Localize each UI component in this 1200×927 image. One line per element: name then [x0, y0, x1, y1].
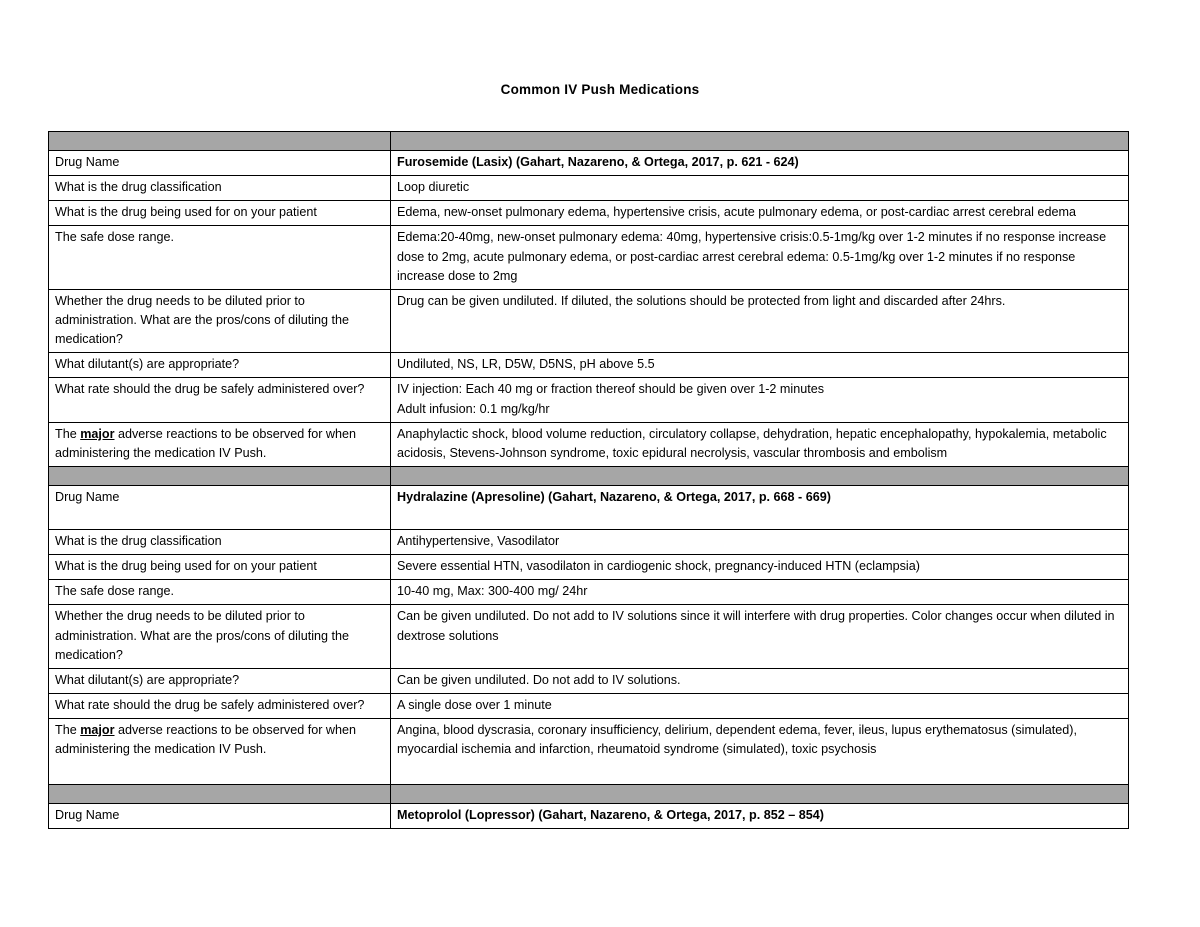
answer-adverse-furosemide: Anaphylactic shock, blood volume reduction, circulatory collapse, dehydration, hepatic encephalopathy, hypokalemia, metabolic acidosis, Stevens-Johnson syndrome, toxic epidural necrolysis, vascular thrombosis and embolism [391, 422, 1129, 466]
table-row [49, 719, 1129, 785]
question-classification: What is the drug classification [49, 176, 391, 201]
answer-diluents-furosemide: Undiluted, NS, LR, D5W, D5NS, pH above 5.5 [391, 353, 1129, 378]
section-spacer-row [49, 132, 1129, 151]
answer-classification-furosemide: Loop diuretic [391, 176, 1129, 201]
answer-dose-range-hydralazine: 10-40 mg, Max: 300-400 mg/ 24hr [391, 580, 1129, 605]
spacer-cell-right [391, 785, 1129, 804]
spacer-cell-left [49, 466, 391, 485]
adverse-emphasis: major [80, 426, 115, 441]
table-row [49, 804, 1129, 829]
medications-table-wrapper [48, 131, 1128, 829]
question-diluents: What dilutant(s) are appropriate? [49, 668, 391, 693]
spacer-cell-right [391, 132, 1129, 151]
table-row [49, 605, 1129, 668]
table-row [49, 693, 1129, 718]
answer-rate-line2: Adult infusion: 0.1 mg/kg/hr [397, 401, 550, 416]
medications-table [48, 131, 1129, 829]
question-dilution: Whether the drug needs to be diluted prior to administration. What are the pros/cons of diluting the medication? [49, 605, 391, 668]
question-dose-range: The safe dose range. [49, 226, 391, 289]
question-drug-name: Drug Name [49, 804, 391, 829]
question-adverse-reactions [49, 422, 391, 466]
question-adverse-reactions [49, 719, 391, 785]
table-row [49, 353, 1129, 378]
adverse-emphasis: major [80, 723, 115, 738]
table-row [49, 555, 1129, 580]
answer-drug-name-hydralazine: Hydralazine (Apresoline) (Gahart, Nazareno, & Ortega, 2017, p. 668 - 669) [391, 485, 1129, 529]
table-row [49, 668, 1129, 693]
question-indication: What is the drug being used for on your patient [49, 555, 391, 580]
table-row [49, 289, 1129, 352]
table-row [49, 176, 1129, 201]
adverse-prefix: The [55, 723, 81, 738]
adverse-suffix: adverse reactions to be observed for when administering the medication IV Push. [55, 426, 357, 460]
spacer-cell-right [391, 466, 1129, 485]
answer-dilution-hydralazine: Can be given undiluted. Do not add to IV solutions since it will interfere with drug properties. Color changes occur when diluted in dextrose solutions [391, 605, 1129, 668]
question-rate: What rate should the drug be safely administered over? [49, 378, 391, 422]
table-row [49, 580, 1129, 605]
answer-dose-range-furosemide: Edema:20-40mg, new-onset pulmonary edema: 40mg, hypertensive crisis:0.5-1mg/kg over 1-2 minutes if no response increase dose to 2mg, acute pulmonary edema, or post-cardiac arrest cerebral edema: 0.5-1mg/kg over 1-2 minutes if no response increase dose to 2mg [391, 226, 1129, 289]
spacer-cell-left [49, 785, 391, 804]
table-row [49, 201, 1129, 226]
answer-indication-hydralazine: Severe essential HTN, vasodilaton in cardiogenic shock, pregnancy-induced HTN (eclampsia) [391, 555, 1129, 580]
question-drug-name: Drug Name [49, 151, 391, 176]
question-rate: What rate should the drug be safely administered over? [49, 693, 391, 718]
answer-drug-name-furosemide: Furosemide (Lasix) (Gahart, Nazareno, & Ortega, 2017, p. 621 - 624) [391, 151, 1129, 176]
answer-indication-furosemide: Edema, new-onset pulmonary edema, hypertensive crisis, acute pulmonary edema, or post-cardiac arrest cerebral edema [391, 201, 1129, 226]
answer-rate-hydralazine: A single dose over 1 minute [391, 693, 1129, 718]
adverse-prefix: The [55, 426, 81, 441]
question-diluents: What dilutant(s) are appropriate? [49, 353, 391, 378]
answer-rate-line1: IV injection: Each 40 mg or fraction thereof should be given over 1-2 minutes [397, 382, 825, 397]
table-row [49, 422, 1129, 466]
section-spacer-row [49, 466, 1129, 485]
answer-diluents-hydralazine: Can be given undiluted. Do not add to IV solutions. [391, 668, 1129, 693]
table-row [49, 151, 1129, 176]
table-row [49, 226, 1129, 289]
adverse-suffix: adverse reactions to be observed for when administering the medication IV Push. [55, 723, 357, 757]
table-row [49, 485, 1129, 529]
answer-classification-hydralazine: Antihypertensive, Vasodilator [391, 529, 1129, 554]
question-drug-name: Drug Name [49, 485, 391, 529]
question-dilution: Whether the drug needs to be diluted prior to administration. What are the pros/cons of diluting the medication? [49, 289, 391, 352]
section-spacer-row [49, 785, 1129, 804]
table-row [49, 378, 1129, 422]
answer-drug-name-metoprolol: Metoprolol (Lopressor) (Gahart, Nazareno, & Ortega, 2017, p. 852 – 854) [391, 804, 1129, 829]
answer-rate-furosemide [391, 378, 1129, 422]
question-classification: What is the drug classification [49, 529, 391, 554]
page-title: Common IV Push Medications [500, 82, 700, 97]
question-indication: What is the drug being used for on your patient [49, 201, 391, 226]
spacer-cell-left [49, 132, 391, 151]
answer-dilution-furosemide: Drug can be given undiluted. If diluted, the solutions should be protected from light and discarded after 24hrs. [391, 289, 1129, 352]
answer-adverse-hydralazine: Angina, blood dyscrasia, coronary insufficiency, delirium, dependent edema, fever, ileus, lupus erythematosus (simulated), myocardial ischemia and infarction, rheumatoid syndrome (simulated), toxic psychosis [391, 719, 1129, 785]
question-dose-range: The safe dose range. [49, 580, 391, 605]
table-row [49, 529, 1129, 554]
